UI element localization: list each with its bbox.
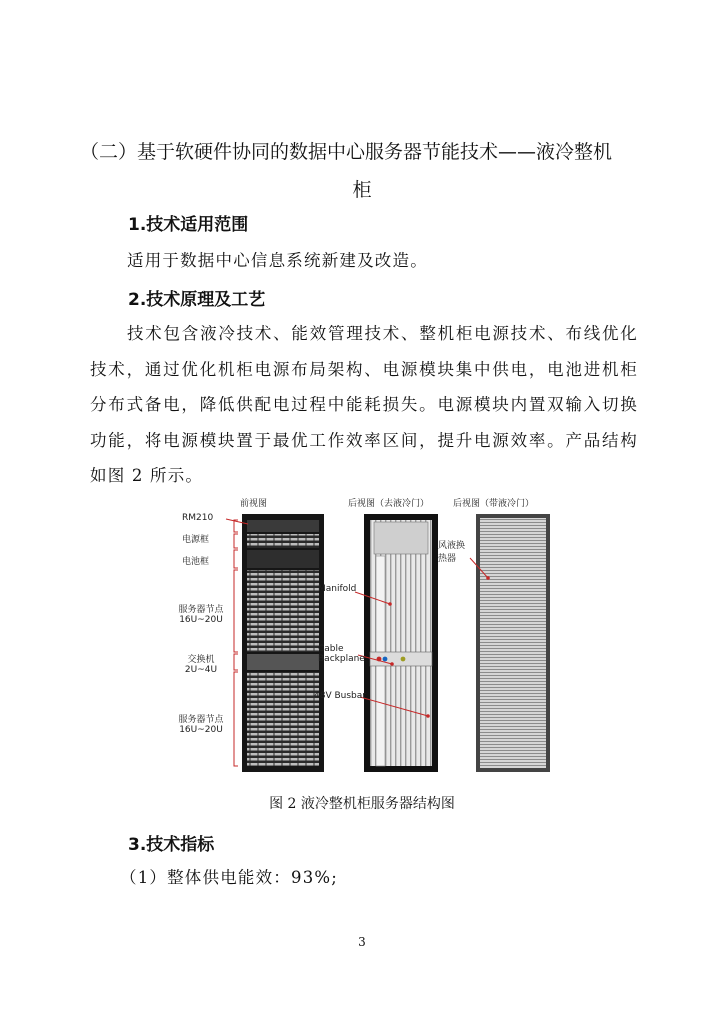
- rear-view-door-title: 后视图（带液冷门）: [453, 499, 535, 509]
- section-1-title: 1.技术适用范围: [128, 215, 249, 235]
- heat-exchanger-grille: [480, 518, 546, 768]
- section-2-text: 技术包含液冷技术、能效管理技术、整机柜电源技术、布线优化技术，通过优化机柜电源布局架构、电源模块集中供电，电池进机柜分布式备电，降低供配电过程中能耗损失。电源模块内置双输入切换功能，将电源模块置于最优工作效率区间，提升电源效率。产品结构如图 2 所示。: [90, 324, 638, 485]
- bracket-battery: [234, 550, 238, 568]
- front-view-title: 前视图: [240, 499, 268, 509]
- label-battery-box: 电池框: [182, 557, 210, 567]
- server-nodes-lower: [247, 672, 319, 766]
- rear-view-open-title: 后视图（去液冷门）: [348, 499, 430, 509]
- label-busbar: 48V Busbar: [314, 691, 366, 701]
- battery-box-unit: [247, 550, 319, 568]
- switch-unit: [247, 654, 319, 670]
- section-3-item-1: （1）整体供电能效：93%;: [120, 868, 339, 887]
- label-cable-backplane: Cable Backplane: [318, 644, 365, 664]
- heading-line-1: （二）基于软硬件协同的数据中心服务器节能技术——液冷整机: [80, 141, 613, 163]
- page-number: 3: [358, 935, 366, 949]
- section-3-title: 3.技术指标: [128, 835, 215, 855]
- label-server-node-lower: 服务器节点 16U~20U: [178, 715, 224, 735]
- label-switch: 交换机 2U~4U: [184, 655, 218, 675]
- section-1-text: 适用于数据中心信息系统新建及改造。: [127, 251, 428, 270]
- power-box-unit: [247, 534, 319, 548]
- bracket-power: [234, 534, 238, 548]
- heading-line-2: 柜: [352, 179, 372, 201]
- bracket-switch: [234, 654, 238, 670]
- label-rm210: RM210: [182, 513, 214, 523]
- figure-caption: 图 2 液冷整机柜服务器结构图: [269, 796, 455, 812]
- yellow-connector: [401, 657, 406, 662]
- label-server-node-upper: 服务器节点 16U~20U: [178, 605, 224, 625]
- rack-structure-figure: [170, 492, 570, 777]
- bracket-server-upper: [234, 570, 238, 652]
- server-nodes-upper: [247, 570, 319, 652]
- label-power-box: 电源框: [182, 535, 210, 545]
- section-2-title: 2.技术原理及工艺: [128, 290, 266, 310]
- rear-top-module: [374, 522, 428, 554]
- label-heat-exchanger: 风液换 热器: [438, 541, 466, 564]
- bracket-server-lower: [234, 672, 238, 766]
- rm210-unit: [247, 520, 319, 532]
- label-manifold: Manifold: [318, 584, 357, 594]
- section-heading: [80, 133, 644, 209]
- blue-connector: [383, 657, 388, 662]
